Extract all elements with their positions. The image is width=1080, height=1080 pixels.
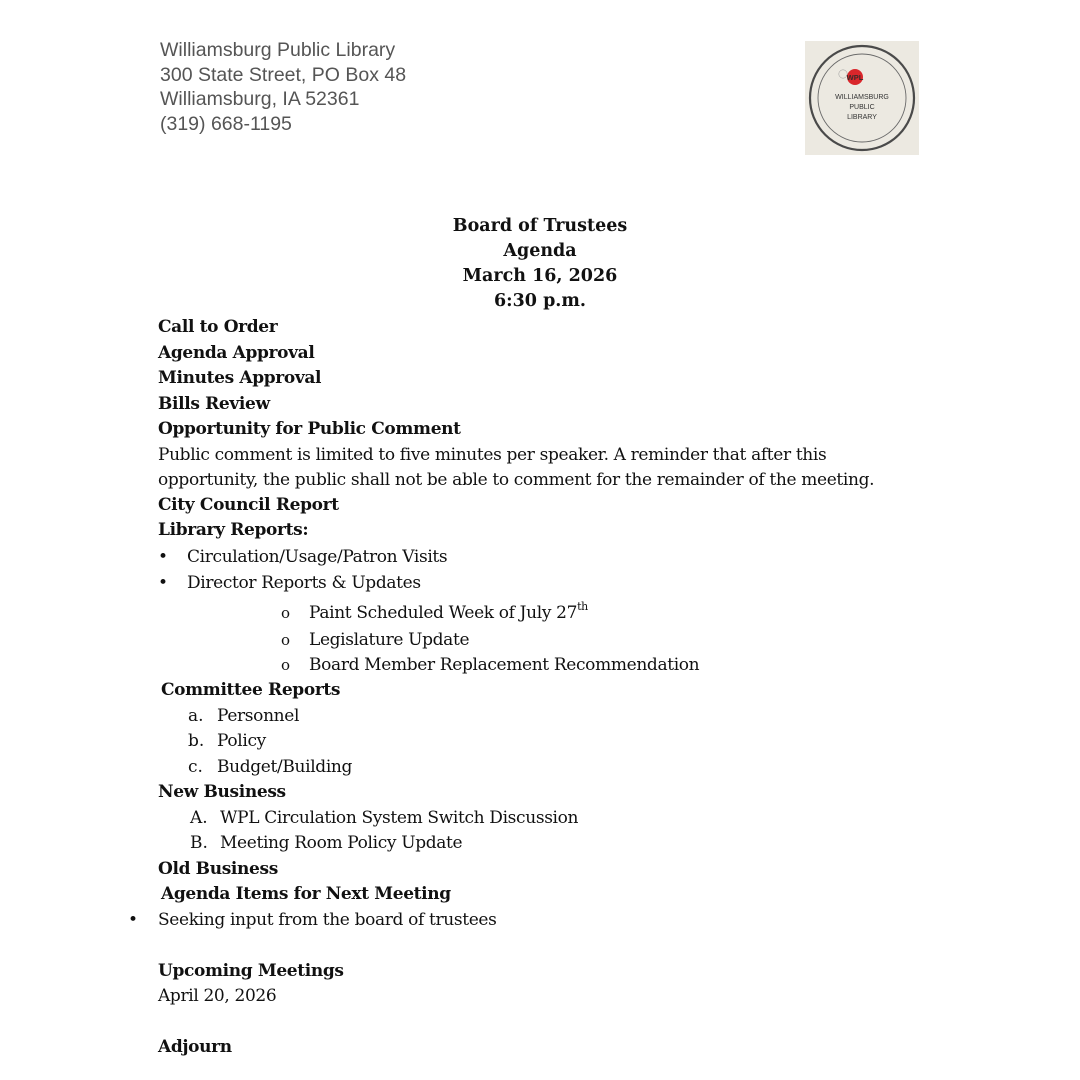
library-logo: [805, 41, 919, 155]
subitem-legislature: Legislature Update: [309, 630, 470, 650]
bullet-marker: •: [158, 573, 169, 593]
item-committee-reports: Committee Reports: [161, 680, 341, 700]
list-marker: b.: [188, 731, 205, 751]
upcoming-meeting-date: April 20, 2026: [158, 986, 277, 1006]
agenda-heading: [0, 214, 1080, 314]
subitem-paint: [309, 602, 588, 624]
logo-line-3: LIBRARY: [847, 114, 877, 121]
logo-monogram: WPL: [846, 73, 864, 82]
library-address-city: Williamsburg, IA 52361: [160, 88, 360, 110]
item-library-reports: Library Reports:: [158, 520, 309, 540]
sub-bullet-marker: o: [281, 656, 291, 674]
item-upcoming-meetings: Upcoming Meetings: [158, 961, 344, 981]
committee-personnel: Personnel: [217, 706, 300, 726]
public-comment-text-2: opportunity, the public shall not be able to comment for the remainder of the meeting.: [158, 470, 875, 490]
item-next-meeting-agenda: Agenda Items for Next Meeting: [161, 884, 451, 904]
sub-bullet-marker: o: [281, 604, 291, 622]
item-agenda-approval: Agenda Approval: [158, 343, 315, 363]
public-comment-text-1: Public comment is limited to five minutes per speaker. A reminder that after this: [158, 445, 827, 465]
list-item: Circulation/Usage/Patron Visits: [187, 547, 448, 567]
subitem-paint-text: Paint Scheduled Week of July 27: [309, 603, 578, 623]
logo-line-2: PUBLIC: [849, 104, 875, 111]
item-bills-review: Bills Review: [158, 394, 270, 414]
library-name: Williamsburg Public Library: [160, 39, 396, 61]
list-item: Director Reports & Updates: [187, 573, 421, 593]
list-marker: a.: [188, 706, 204, 726]
bullet-marker: •: [158, 547, 169, 567]
list-marker: A.: [190, 808, 208, 828]
board-title: Board of Trustees: [452, 216, 628, 236]
item-public-comment: Opportunity for Public Comment: [158, 419, 461, 439]
committee-budget-building: Budget/Building: [217, 757, 353, 777]
item-call-to-order: Call to Order: [158, 317, 278, 337]
next-meeting-input: Seeking input from the board of trustees: [158, 910, 497, 930]
library-address-street: 300 State Street, PO Box 48: [160, 63, 407, 86]
meeting-time: 6:30 p.m.: [493, 291, 587, 311]
library-phone: (319) 668-1195: [160, 112, 292, 135]
letterhead: [160, 38, 406, 136]
item-adjourn: Adjourn: [158, 1037, 232, 1057]
bullet-marker: •: [128, 910, 139, 930]
sub-bullet-marker: o: [281, 631, 291, 649]
list-marker: c.: [188, 757, 203, 777]
meeting-date: March 16, 2026: [462, 266, 618, 286]
item-city-council-report: City Council Report: [158, 495, 339, 515]
committee-policy: Policy: [217, 731, 266, 751]
item-minutes-approval: Minutes Approval: [158, 368, 322, 388]
library-seal-icon: [805, 41, 919, 155]
item-old-business: Old Business: [158, 859, 278, 879]
logo-line-1: WILLIAMSBURG: [835, 94, 889, 101]
item-new-business: New Business: [158, 782, 286, 802]
list-marker: B.: [190, 833, 208, 853]
subitem-board-member: Board Member Replacement Recommendation: [309, 655, 700, 675]
subitem-paint-suffix: th: [577, 600, 588, 614]
new-business-meeting-room-policy: Meeting Room Policy Update: [220, 833, 463, 853]
new-business-circulation-system: WPL Circulation System Switch Discussion: [220, 808, 579, 828]
agenda-title: Agenda: [503, 241, 577, 261]
